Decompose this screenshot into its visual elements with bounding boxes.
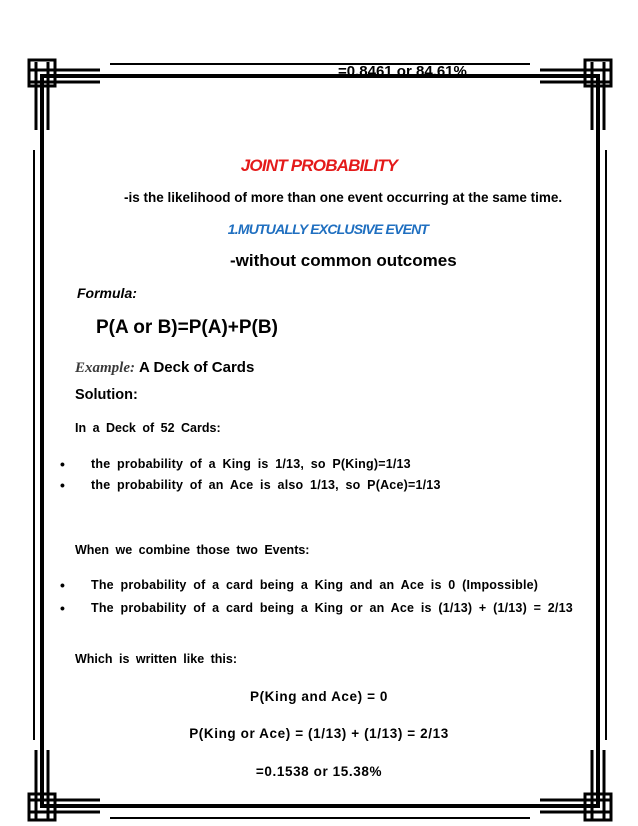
list-item: • the probability of a King is 1/13, so P(King)=1/13 [60, 455, 580, 474]
corner-ornament-top-right [540, 60, 611, 130]
bullet-list-probabilities [60, 455, 580, 497]
equation-king-and-ace: P(King and Ace) = 0 [249, 689, 389, 704]
section-definition: -without common outcomes [230, 251, 457, 270]
equation-king-or-ace: P(King or Ace) = (1/13) + (1/13) = 2/13 [189, 726, 449, 741]
formula-label: Formula: [77, 285, 137, 301]
page-title: JOINT PROBABILITY [240, 156, 398, 175]
example-text: A Deck of Cards [139, 359, 255, 376]
combine-intro: When we combine those two Events: [75, 543, 310, 557]
deck-intro: In a Deck of 52 Cards: [75, 421, 221, 435]
formula: P(A or B)=P(A)+P(B) [96, 317, 278, 338]
solution-label: Solution: [75, 387, 138, 403]
example-heading [75, 359, 254, 377]
example-label: Example: [75, 360, 135, 376]
corner-ornament-top-left [29, 60, 100, 130]
list-item: • The probability of a card being a King or an Ace is (1/13) + (1/13) = 2/13 [60, 599, 580, 618]
list-item: • The probability of a card being a King and an Ace is 0 (Impossible) [60, 576, 580, 595]
definition-text: -is the likelihood of more than one event occurring at the same time. [124, 190, 563, 205]
section-subtitle: 1.MUTUALLY EXCLUSIVE EVENT [227, 221, 429, 237]
bullet-list-combined [60, 576, 580, 622]
corner-ornament-bottom-left [29, 750, 100, 820]
list-item: • the probability of an Ace is also 1/13, so P(Ace)=1/13 [60, 476, 580, 495]
written-intro: Which is written like this: [75, 652, 238, 666]
corner-ornament-bottom-right [540, 750, 611, 820]
equation-result: =0.1538 or 15.38% [255, 764, 383, 779]
header-result: =0.8461 or 84.61% [338, 63, 467, 80]
